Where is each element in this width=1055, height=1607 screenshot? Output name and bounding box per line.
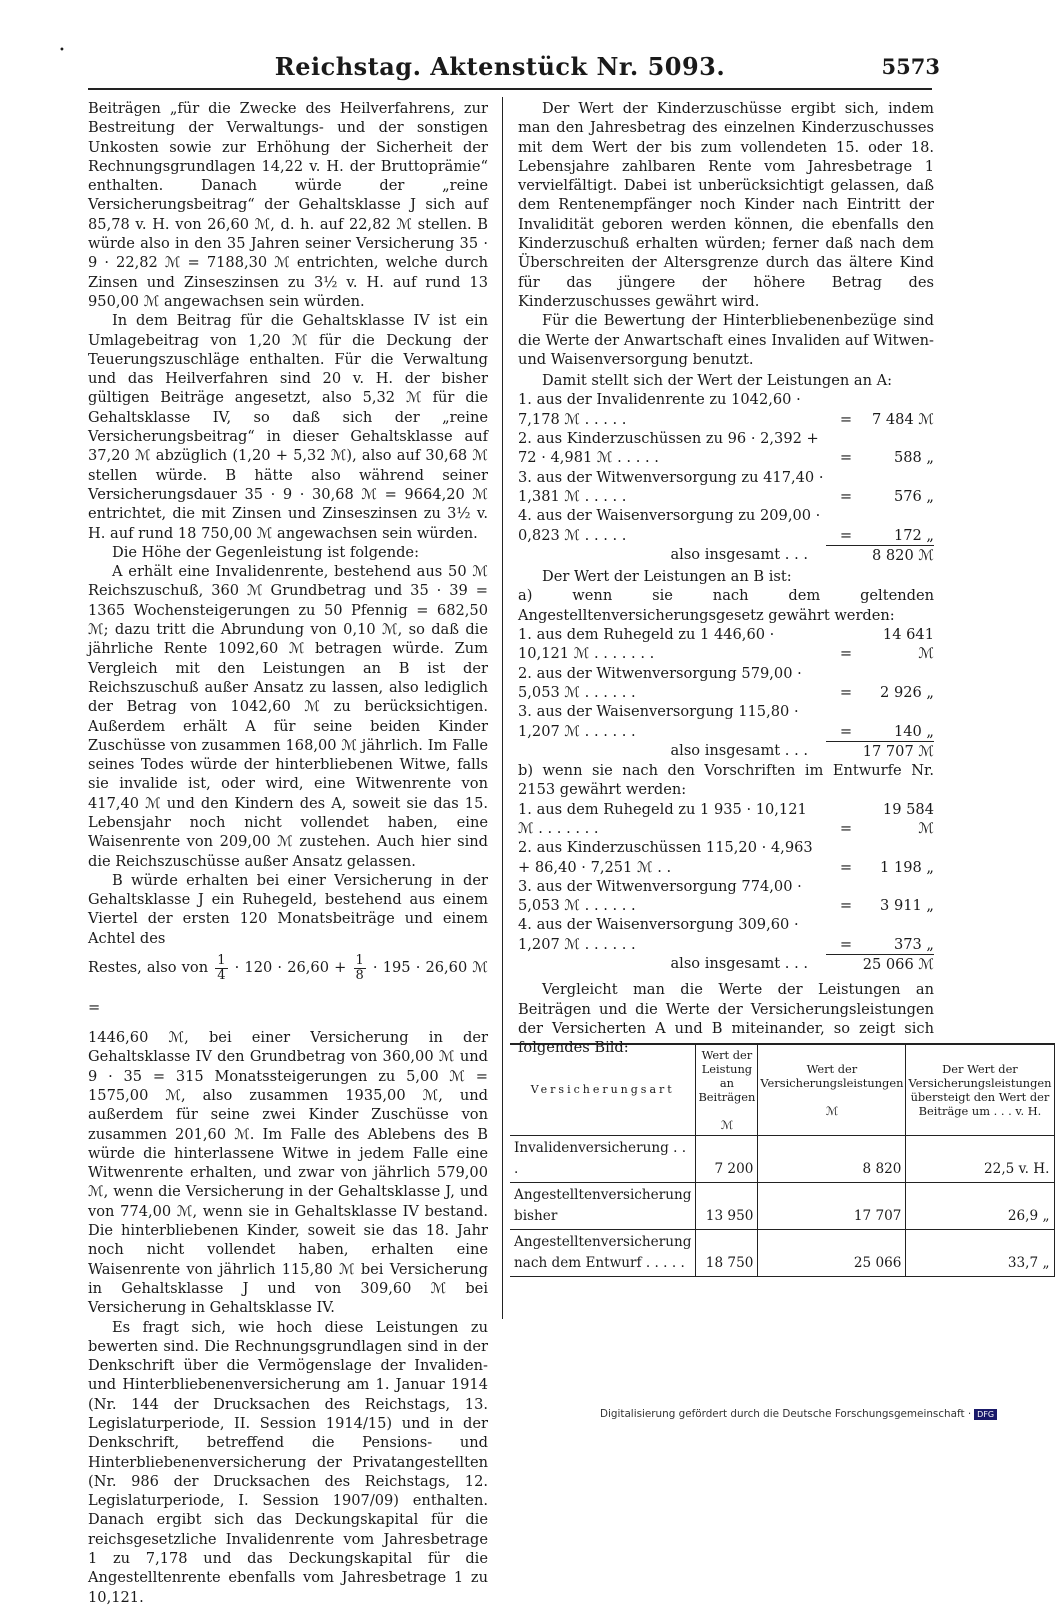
row-beitraege: 7 200	[696, 1136, 758, 1183]
b-a-values-list	[518, 625, 934, 741]
fraction-denominator: 8	[355, 967, 364, 983]
bb_items-item-text: 4. aus der Waisenversorgung 309,60 · 1,207 ℳ . . . . . .	[518, 916, 799, 953]
bb_items-item-value: 373 „	[893, 935, 934, 953]
dfg-logo: DFG	[974, 1409, 997, 1420]
header-versicherungsart: Versicherungsart	[510, 1044, 696, 1136]
formula-line	[88, 948, 488, 1028]
left-paragraph-6: Es fragt sich, wie hoch diese Leistungen zu bewerten sind. Die Rechnungsgrundlagen sind in der Denkschrift über die Vermögenslage der Invaliden- und Hinterbliebenenversicherung am 1. Januar 1914 (Nr. 144 der Drucksachen des Reichstags, 13. Legislaturperiode, II. Session 1914/15) und in der Denkschrift, betreffend die Pensions- und Hinterbliebenenversicherung der Privatangestellten (Nr. 986 der Drucksachen des Reichstags, 12. Legislaturperiode, I. Session 1907/09) enthalten. Danach ergibt sich das Deckungskapital für die reichsgesetzliche Invalidenrente vom Jahresbetrage 1 zu 7,178 und das Deckungskapital für die Angestelltenrente ebenfalls vom Jahresbetrage 1 zu 10,121.	[88, 1318, 488, 1606]
fraction-numerator: 1	[217, 952, 226, 968]
a_items-item-value: 588 „	[893, 449, 934, 467]
ba_items-item-value: 140 „	[893, 722, 934, 740]
right-paragraph-2: Für die Bewertung der Hinterbliebenenbezüge sind die Werte der Anwartschaft eines Invaliden auf Witwen- und Waisenversorgung benutzt.	[518, 312, 934, 368]
row-versicherungsart: Invalidenversicherung . . .	[510, 1136, 696, 1183]
left-paragraph-3: Die Höhe der Gegenleistung ist folgende:	[112, 543, 419, 561]
a_items-item	[518, 506, 934, 545]
comparison-table	[510, 1043, 1055, 1277]
bb_items-item-equals: =	[839, 858, 853, 876]
bb_items-item	[518, 915, 934, 954]
b-a-total-label: also insgesamt . . .	[670, 741, 808, 759]
b-a-total-value: 17 707 ℳ	[826, 741, 934, 761]
b-b-total-value: 25 066 ℳ	[826, 954, 934, 974]
header-beitraege-unit: ℳ	[720, 1118, 733, 1132]
a_items-item	[518, 468, 934, 507]
bb_items-item-equals: =	[839, 897, 853, 915]
fraction-denominator: 4	[217, 967, 226, 983]
bb_items-item-equals: =	[839, 935, 853, 953]
b-b-total-label: also insgesamt . . .	[670, 955, 808, 973]
a_items-item-text: 2. aus Kinderzuschüssen zu 96 · 2,392 + 72 · 4,981 ℳ . . . . .	[518, 430, 819, 467]
bb_items-item-equals: =	[839, 819, 853, 837]
ba_items-item-equals: =	[839, 722, 853, 740]
a-total-label: also insgesamt . . .	[670, 545, 808, 563]
header-beitraege-label: Wert der Leistung an Beiträgen	[698, 1048, 756, 1104]
fraction-one-eighth	[354, 954, 366, 983]
bb_items-item-text: 2. aus Kinderzuschüssen 115,20 · 4,963 + 86,40 · 7,251 ℳ . .	[518, 839, 813, 876]
ba_items-item	[518, 702, 934, 741]
ba_items-item-value: 2 926 „	[880, 683, 934, 701]
bb_items-item-value: 3 911 „	[880, 897, 934, 915]
table-row	[510, 1136, 1054, 1183]
fraction-one-quarter	[215, 954, 227, 983]
column-divider	[502, 97, 503, 1319]
row-beitraege: 13 950	[696, 1183, 758, 1230]
ba_items-item-equals: =	[839, 683, 853, 701]
row-leistungen: 25 066	[758, 1230, 906, 1277]
left-paragraph-5: B würde erhalten bei einer Versicherung in der Gehaltsklasse J ein Ruhegeld, bestehend aus einem Viertel der ersten 120 Monatsbeiträge und einem Achtel des	[88, 871, 488, 947]
a-values-list	[518, 390, 934, 544]
bb_items-item-text: 3. aus der Witwenversorgung 774,00 · 5,053 ℳ . . . . . .	[518, 877, 802, 915]
bb_items-item	[518, 877, 934, 916]
b-a-heading: a) wenn sie nach dem geltenden Angestelltenversicherungsgesetz gewährt werden:	[518, 587, 934, 624]
a_items-item-equals: =	[839, 410, 853, 428]
footer-text: Digitalisierung gefördert durch die Deutsche Forschungsgemeinschaft ·	[600, 1408, 972, 1420]
ba_items-item-value: 14 641 ℳ	[882, 626, 934, 663]
table-header-row	[510, 1044, 1054, 1136]
left-paragraph-2: In dem Beitrag für die Gehaltsklasse IV ist ein Umlagebeitrag von 1,20 ℳ für die Deckung der Teuerungszuschläge enthalten. Für die Verwaltung und das Heilverfahren sind 20 v. H. der bisher gültigen Beiträge angesetzt, also 5,32 ℳ für die Gehaltsklasse IV, so daß sich der „reine Versicherungsbeitrag“ in dieser Gehaltsklasse auf 37,20 ℳ abzüglich (1,20 + 5,32 ℳ), also auf 30,68 ℳ stellen würde. B hätte also während seiner Versicherungsdauer 35 · 9 · 30,68 ℳ = 9664,20 ℳ entrichtet, die mit Zinsen und Zinseszinsen zu 3½ v. H. auf rund 18 750,00 ℳ angewachsen sein würden.	[88, 312, 488, 542]
b-a-total-line	[518, 741, 934, 761]
table-row	[510, 1230, 1054, 1277]
formula-part-a: Restes, also von	[88, 959, 209, 977]
right-paragraph-1: Der Wert der Kinderzuschüsse ergibt sich, indem man den Jahresbetrag des einzelnen Kinderzuschusses mit dem Wert der bis zum vollendeten 15. oder 18. Lebensjahre zahlbaren Rente vom Jahresbetrage 1 vervielfältigt. Dabei ist unberücksichtigt gelassen, daß dem Rentenempfänger noch Kinder nach Eintritt der Invalidität geboren werden können, die ebenfalls den Kinderzuschuß erhalten würden; ferner daß nach dem Überschreiten der Altersgrenze durch das ältere Kind für das jüngere der höhere Betrag des Kinderzuschusses gewährt wird.	[518, 100, 934, 310]
ba_items-item	[518, 625, 934, 664]
a-intro: Damit stellt sich der Wert der Leistungen an A:	[542, 372, 893, 390]
a_items-item-equals: =	[839, 487, 853, 505]
a_items-item	[518, 429, 934, 468]
left-paragraph-5-continued: 1446,60 ℳ, bei einer Versicherung in der Gehaltsklasse IV den Grundbetrag von 360,00 ℳ und 9 · 35 = 315 Monatssteigerungen zu 5,00 ℳ = 1575,00 ℳ, also zusammen 1935,00 ℳ, und außerdem für seine zwei Kinder Zuschüsse von zusammen 201,60 ℳ. Im Falle des Ablebens des B würde die hinterlassene Witwe in jedem Falle eine Witwenrente erhalten, und zwar von jährlich 579,00 ℳ, wenn die Versicherung in der Gehaltsklasse J, und von 774,00 ℳ, wenn sie in Gehaltsklasse IV bestand. Die hinterbliebenen Kinder, soweit sie das 18. Jahr noch nicht vollendet haben, erhalten eine Waisenrente von jährlich 115,80 ℳ bei Versicherung in Gehaltsklasse J und von 309,60 ℳ bei Versicherung in Gehaltsklasse IV.	[88, 1029, 488, 1317]
a_items-item-text: 3. aus der Witwenversorgung zu 417,40 · 1,381 ℳ . . . . .	[518, 468, 824, 505]
digitization-footer	[600, 1408, 997, 1420]
a-total-line	[518, 545, 934, 565]
row-mehrwert: 22,5 v. H.	[906, 1136, 1054, 1183]
left-column	[88, 99, 488, 1607]
a_items-item-equals: =	[839, 449, 853, 467]
a_items-item-equals: =	[839, 526, 853, 544]
header-mehrwert: Der Wert der Versicherungsleistungen übersteigt den Wert der Beiträge um . . . v. H.	[906, 1044, 1054, 1136]
left-paragraph-4: A erhält eine Invalidenrente, bestehend aus 50 ℳ Reichszuschuß, 360 ℳ Grundbetrag und 35 · 39 = 1365 Wochensteigerungen zu 50 Pfennig = 682,50 ℳ; dazu tritt die Abrundung von 0,10 ℳ, so daß die jährliche Rente 1092,60 ℳ betragen würde. Zum Vergleich mit den Leistungen an B ist der Reichszuschuß außer Ansatz zu lassen, also lediglich der Betrag von 1042,60 ℳ zu berücksichtigen. Außerdem erhält A für seine beiden Kinder Zuschüsse von zusammen 168,00 ℳ jährlich. Im Falle seines Todes würde der hinterbliebenen Witwe, falls sie invalide ist, oder wird, eine Witwenrente von 417,40 ℳ und den Kindern des A, soweit sie das 15. Lebensjahr noch nicht vollendet haben, eine Waisenrente von 209,00 ℳ zustehen. Auch hier sind die Reichszuschüsse außer Ansatz gelassen.	[88, 563, 488, 870]
row-leistungen: 17 707	[758, 1183, 906, 1230]
a_items-item	[518, 390, 934, 429]
bb_items-item-text: 1. aus dem Ruhegeld zu 1 935 · 10,121 ℳ . . . . . . .	[518, 800, 807, 837]
page-header	[60, 52, 940, 82]
header-title: Reichstag. Aktenstück Nr. 5093.	[274, 52, 726, 81]
b-intro: Der Wert der Leistungen an B ist:	[542, 568, 792, 586]
ba_items-item	[518, 664, 934, 703]
right-paragraph-3: Vergleicht man die Werte der Leistungen an Beiträgen und die Werte der Versicherungsleistungen der Versicherten A und B miteinander, so zeigt sich folgendes Bild:	[518, 981, 934, 1057]
page-number: 5573	[881, 54, 940, 79]
row-versicherungsart: Angestelltenversicherung bisher	[510, 1183, 696, 1230]
formula-part-b: · 120 · 26,60 +	[234, 959, 347, 977]
b-b-total-line	[518, 954, 934, 974]
header-rule	[88, 88, 932, 90]
row-versicherungsart: Angestelltenversicherung nach dem Entwurf . . . . .	[510, 1230, 696, 1277]
bb_items-item-value: 19 584 ℳ	[882, 800, 934, 837]
header-leistungen	[758, 1044, 906, 1136]
b-b-heading: b) wenn sie nach den Vorschriften im Entwurfe Nr. 2153 gewährt werden:	[518, 762, 934, 799]
a_items-item-value: 576 „	[893, 487, 934, 505]
header-leistungen-unit: ℳ	[825, 1104, 838, 1118]
row-mehrwert: 26,9 „	[906, 1183, 1054, 1230]
b-b-values-list	[518, 800, 934, 954]
left-paragraph-1: Beiträgen „für die Zwecke des Heilverfahrens, zur Bestreitung der Verwaltungs- und der sonstigen Unkosten sowie zur Erhöhung der Sicherheit der Rechnungsgrundlagen 14,22 v. H. der Bruttoprämie“ enthalten. Danach würde der „reine Versicherungsbeitrag“ der Gehaltsklasse J sich auf 85,78 v. H. von 26,60 ℳ, d. h. auf 22,82 ℳ stellen. B würde also in den 35 Jahren seiner Versicherung 35 · 9 · 22,82 ℳ = 7188,30 ℳ entrichten, welche durch Zinsen und Zinseszinsen zu 3½ v. H. auf rund 13 950,00 ℳ angewachsen sein würden.	[88, 100, 488, 310]
ba_items-item-text: 3. aus der Waisenversorgung 115,80 · 1,207 ℳ . . . . . .	[518, 703, 799, 740]
row-beitraege: 18 750	[696, 1230, 758, 1277]
row-mehrwert: 33,7 „	[906, 1230, 1054, 1277]
row-leistungen: 8 820	[758, 1136, 906, 1183]
a_items-item-value: 7 484 ℳ	[871, 410, 934, 428]
ba_items-item-text: 2. aus der Witwenversorgung 579,00 · 5,053 ℳ . . . . . .	[518, 664, 802, 701]
ba_items-item-equals: =	[839, 645, 853, 663]
bb_items-item-value: 1 198 „	[880, 858, 934, 876]
a_items-item-text: 1. aus der Invalidenrente zu 1042,60 · 7,178 ℳ . . . . .	[518, 391, 801, 428]
header-beitraege	[696, 1044, 758, 1136]
ba_items-item-text: 1. aus dem Ruhegeld zu 1 446,60 · 10,121 ℳ . . . . . . .	[518, 626, 775, 663]
fraction-numerator: 1	[355, 952, 364, 968]
print-mark: •	[59, 45, 65, 56]
table-row	[510, 1183, 1054, 1230]
right-column	[518, 99, 934, 1058]
a_items-item-value: 172 „	[893, 526, 934, 544]
bb_items-item	[518, 838, 934, 877]
header-leistungen-label: Wert der Versicherungsleistungen	[760, 1062, 904, 1090]
bb_items-item	[518, 800, 934, 839]
a_items-item-text: 4. aus der Waisenversorgung zu 209,00 · 0,823 ℳ . . . . .	[518, 507, 821, 544]
formula-part-c: · 195 · 26,60 ℳ =	[88, 959, 488, 1017]
a-total-value: 8 820 ℳ	[826, 545, 934, 565]
table-body	[510, 1136, 1054, 1277]
